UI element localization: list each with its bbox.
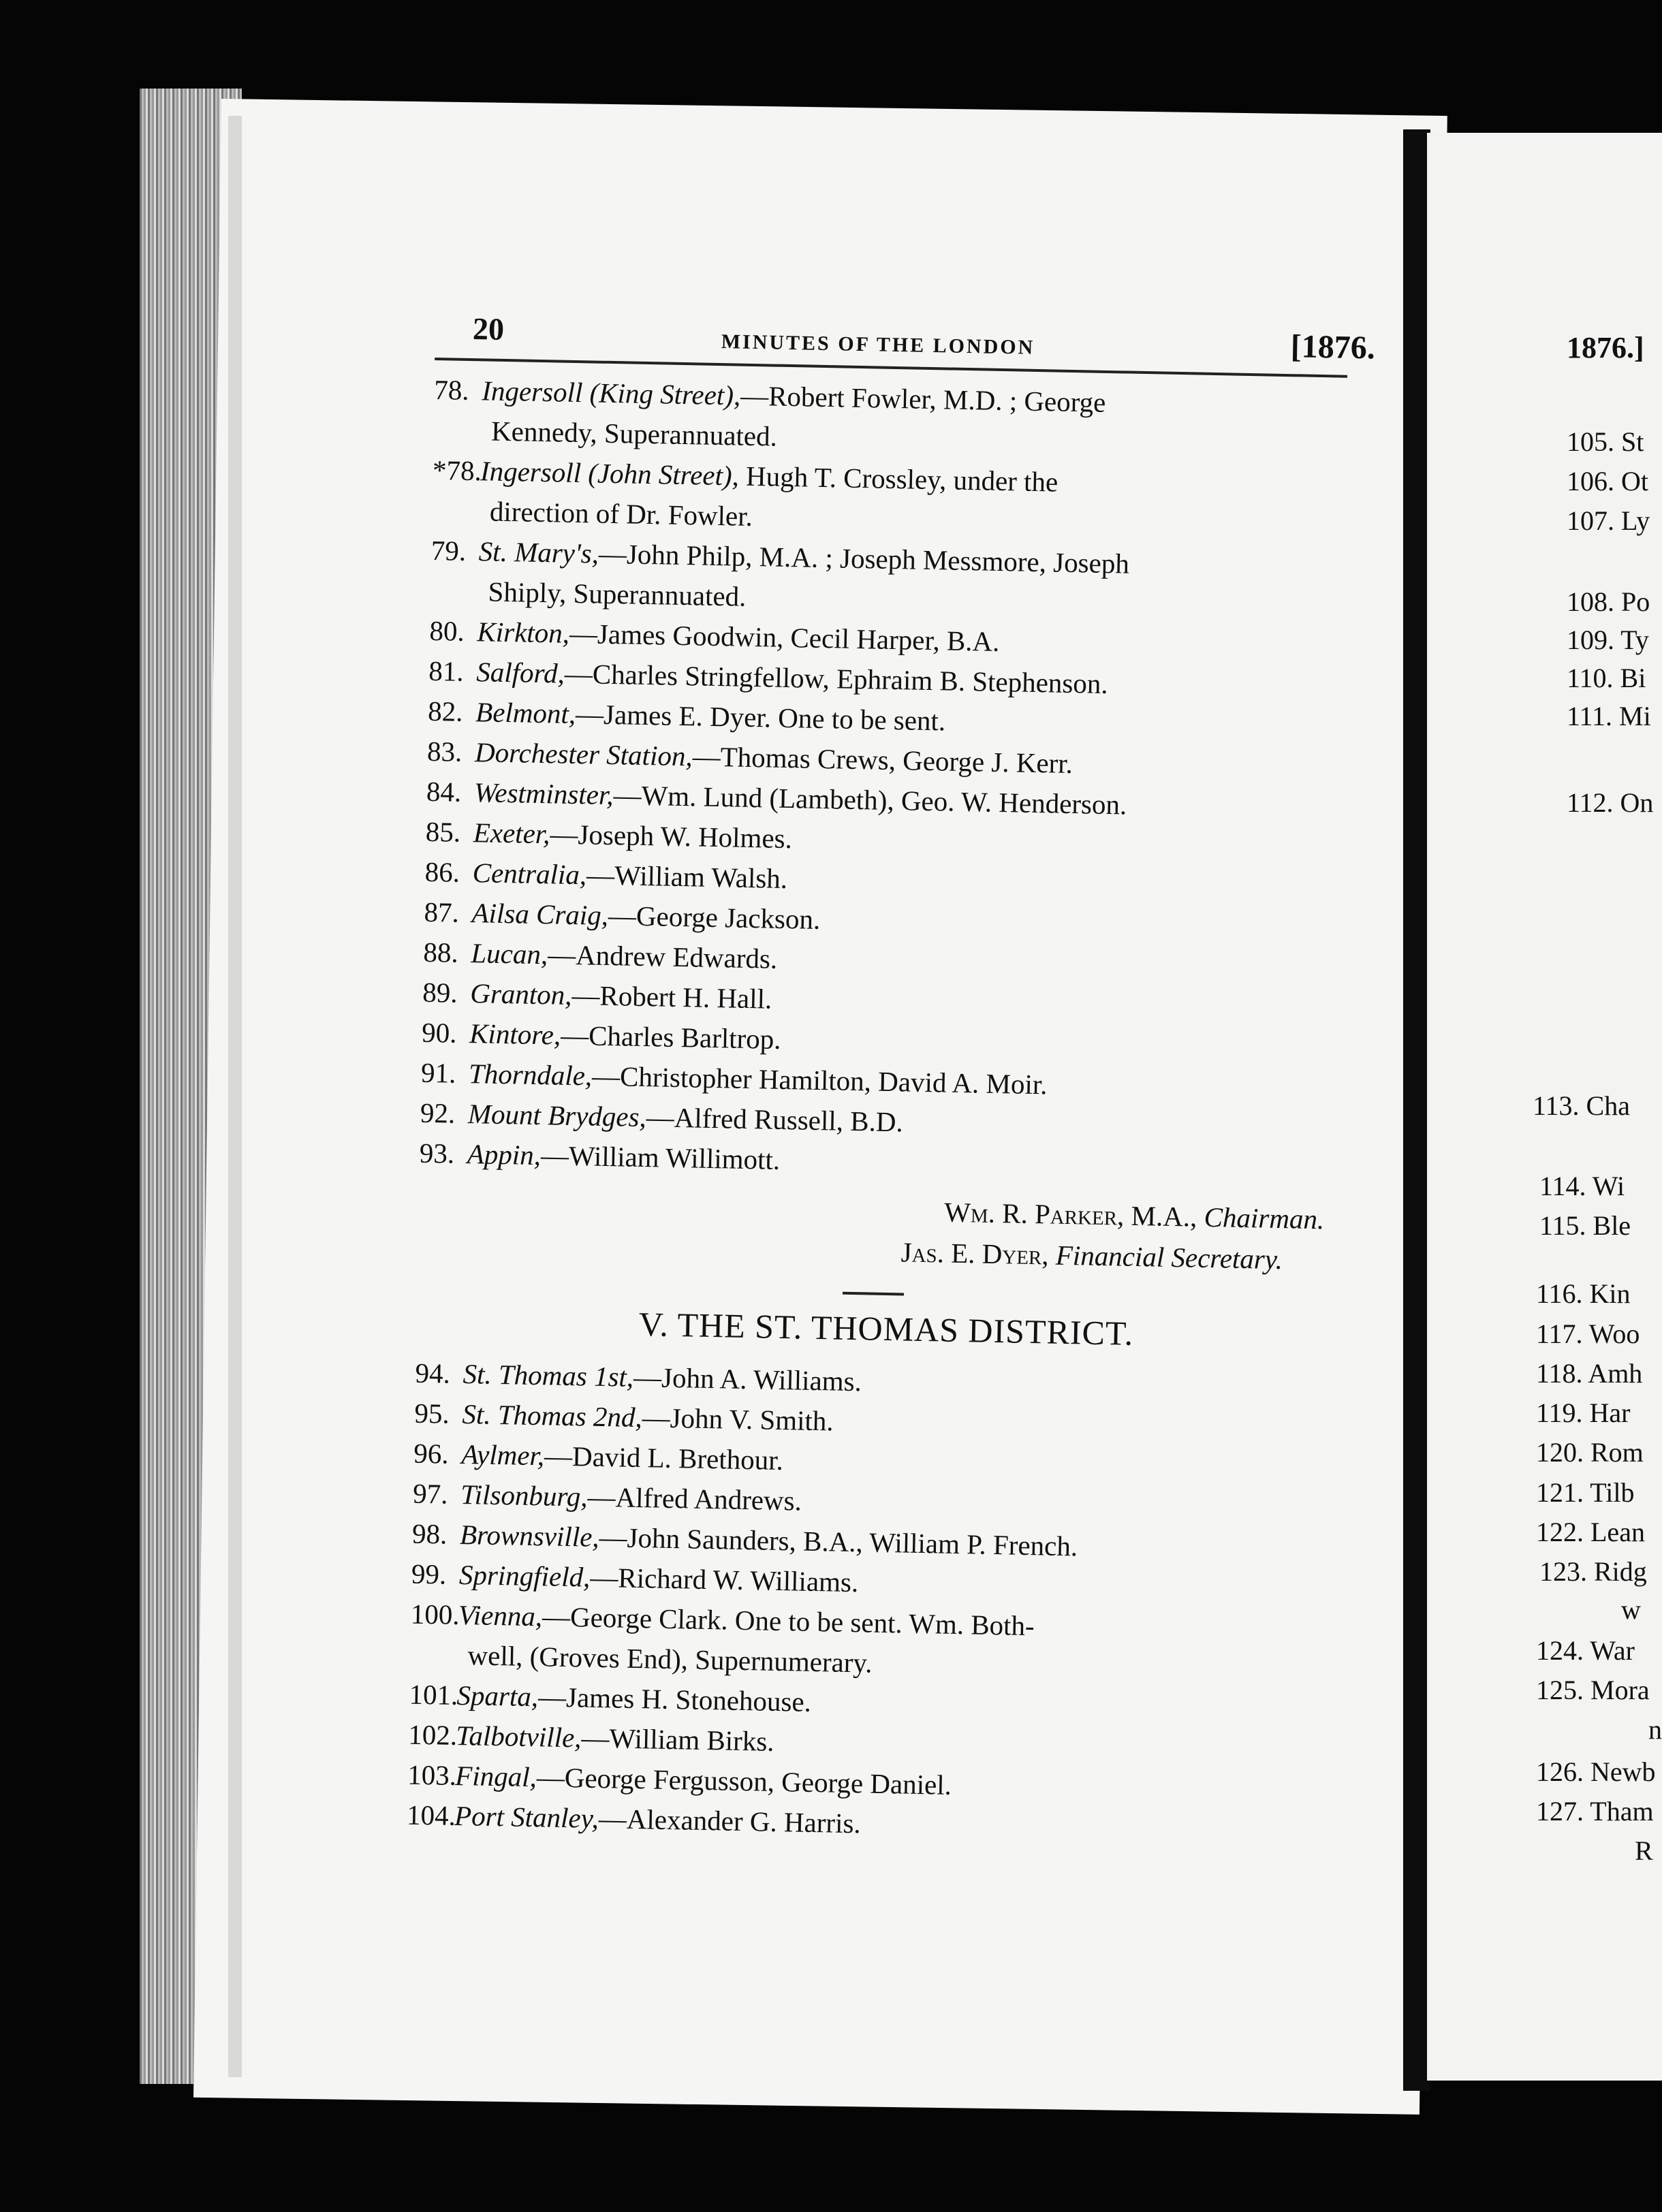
preacher-names: —James H. Stonehouse. bbox=[537, 1681, 812, 1718]
entry-number: 86. bbox=[424, 855, 460, 888]
entry-number: 78. bbox=[433, 373, 470, 406]
entry-number: 94. bbox=[415, 1357, 451, 1389]
station-name: Tilsonburg, bbox=[460, 1479, 589, 1513]
right-page-fragment: 106. Ot bbox=[1567, 466, 1648, 496]
right-page-fragment: 125. Mora bbox=[1536, 1675, 1650, 1705]
station-name: Exeter, bbox=[473, 817, 551, 850]
running-title: MINUTES OF THE LONDON bbox=[721, 330, 1035, 359]
station-name: Brownsville, bbox=[459, 1519, 600, 1553]
entry-number: *78. bbox=[432, 454, 482, 487]
station-list-london bbox=[419, 370, 1347, 1191]
right-page-fragment: 122. Lean bbox=[1536, 1517, 1645, 1547]
right-page-fragment: 117. Woo bbox=[1536, 1318, 1640, 1349]
page-edge bbox=[228, 116, 242, 2077]
preacher-names: —Alfred Andrews. bbox=[587, 1481, 802, 1517]
station-name: Ailsa Craig, bbox=[471, 897, 609, 932]
preacher-names: —Alexander G. Harris. bbox=[598, 1803, 862, 1839]
page-year: [1876. bbox=[1290, 328, 1376, 366]
entry-number: 84. bbox=[426, 775, 462, 808]
station-name: Salford, bbox=[475, 656, 565, 689]
preacher-names: —Robert H. Hall. bbox=[571, 979, 772, 1015]
station-name: Aylmer, bbox=[460, 1438, 545, 1472]
preacher-names: —William Walsh. bbox=[586, 859, 788, 895]
left-page-content bbox=[406, 296, 1376, 1852]
station-name: Fingal, bbox=[454, 1759, 537, 1793]
page-number: 20 bbox=[472, 311, 505, 347]
right-page-fragment: 126. Newb bbox=[1536, 1756, 1656, 1787]
preacher-names: —William Birks. bbox=[581, 1722, 775, 1757]
right-page-fragment: 123. Ridg bbox=[1539, 1556, 1647, 1587]
station-name: Ingersoll (King Street), bbox=[481, 375, 741, 411]
chairman-signature: Wm. R. Parker, M.A., Chairman. bbox=[943, 1196, 1325, 1235]
right-page-fragment: 109. Ty bbox=[1567, 625, 1649, 655]
entry-number: 88. bbox=[423, 936, 459, 968]
preacher-names: —Thomas Crews, George J. Kerr. bbox=[692, 740, 1073, 780]
right-page-fragment: w bbox=[1621, 1594, 1641, 1625]
preacher-names: —James Goodwin, Cecil Harper, B.A. bbox=[569, 617, 1000, 657]
entry-number: 97. bbox=[412, 1477, 448, 1510]
station-name: Port Stanley, bbox=[454, 1799, 599, 1834]
station-name: Kirkton, bbox=[477, 616, 570, 649]
right-page-fragment: R bbox=[1635, 1835, 1653, 1866]
right-page-fragment: 115. Ble bbox=[1539, 1210, 1631, 1241]
preacher-names: —Charles Stringfellow, Ephraim B. Stephenson. bbox=[564, 657, 1109, 700]
station-name: Dorchester Station, bbox=[474, 736, 693, 772]
right-page-fragment: n bbox=[1648, 1714, 1662, 1745]
right-page-fragment: 114. Wi bbox=[1539, 1171, 1625, 1201]
right-page-fragment: 108. Po bbox=[1567, 586, 1650, 617]
preacher-names: —Robert Fowler, M.D. ; George bbox=[740, 379, 1106, 418]
preacher-names: —John Saunders, B.A., William P. French. bbox=[599, 1521, 1078, 1562]
station-name: St. Thomas 2nd, bbox=[462, 1398, 643, 1434]
entry-number: 83. bbox=[426, 735, 462, 768]
entry-number: 93. bbox=[419, 1137, 455, 1169]
preacher-names: —George Fergusson, George Daniel. bbox=[536, 1761, 952, 1801]
preacher-names: —George Jackson. bbox=[608, 900, 821, 935]
station-name: Thorndale, bbox=[468, 1058, 593, 1092]
preacher-names: —John Philp, M.A. ; Joseph Messmore, Joseph bbox=[598, 537, 1130, 580]
right-page-fragment: 116. Kin bbox=[1536, 1278, 1631, 1309]
entry-number: 80. bbox=[429, 614, 465, 647]
right-page-fragment: 107. Ly bbox=[1567, 505, 1650, 536]
station-name: Talbotville, bbox=[456, 1719, 582, 1754]
entry-continuation: Shiply, Superannuated. bbox=[488, 575, 747, 612]
preacher-names: —William Willimott. bbox=[540, 1139, 781, 1175]
station-name: St. Mary's, bbox=[478, 535, 599, 569]
preacher-names: —Joseph W. Holmes. bbox=[550, 818, 793, 855]
preacher-names: —Charles Barltrop. bbox=[560, 1019, 781, 1055]
station-name: Lucan, bbox=[471, 937, 548, 970]
preacher-names: —John V. Smith. bbox=[642, 1402, 834, 1437]
right-page-fragment: 111. Mi bbox=[1567, 701, 1651, 731]
station-list-st-thomas bbox=[407, 1353, 1328, 1853]
preacher-names: —James E. Dyer. One to be sent. bbox=[575, 698, 946, 737]
entry-number: 95. bbox=[414, 1397, 450, 1429]
entry-number: 102. bbox=[408, 1718, 458, 1751]
station-name: Vienna, bbox=[458, 1598, 543, 1632]
preacher-names: —John A. Williams. bbox=[633, 1361, 862, 1397]
preacher-names: —Alfred Russell, B.D. bbox=[646, 1101, 904, 1138]
entry-number: 85. bbox=[425, 815, 461, 848]
preacher-names: Hugh T. Crossley, under the bbox=[738, 460, 1059, 498]
entry-number: 81. bbox=[428, 654, 465, 687]
preacher-names: —Richard W. Williams. bbox=[589, 1561, 859, 1598]
right-page-fragment: 113. Cha bbox=[1533, 1090, 1630, 1121]
entry-number: 92. bbox=[420, 1096, 456, 1129]
entry-number: 89. bbox=[422, 976, 458, 1009]
preacher-names: —Andrew Edwards. bbox=[547, 938, 778, 975]
entry-number: 98. bbox=[411, 1517, 448, 1550]
entry-number: 103. bbox=[407, 1758, 457, 1791]
right-page-fragment: 127. Tham bbox=[1536, 1796, 1654, 1827]
station-name: Belmont, bbox=[475, 696, 576, 730]
station-name: Mount Brydges, bbox=[467, 1098, 647, 1133]
right-page-fragment: 124. War bbox=[1536, 1635, 1635, 1666]
right-page-fragment: 119. Har bbox=[1536, 1397, 1631, 1428]
entry-continuation: well, (Groves End), Supernumerary. bbox=[467, 1639, 873, 1679]
entry-number: 91. bbox=[420, 1056, 456, 1089]
entry-number: 90. bbox=[421, 1016, 457, 1049]
station-name: Kintore, bbox=[469, 1017, 561, 1051]
station-name: Westminster, bbox=[473, 776, 614, 811]
entry-number: 100. bbox=[410, 1598, 460, 1631]
district-heading: V. THE ST. THOMAS DISTRICT. bbox=[638, 1304, 1134, 1353]
station-name: St. Thomas 1st, bbox=[462, 1358, 634, 1393]
secretary-signature: Jas. E. Dyer, Financial Secretary. bbox=[900, 1236, 1283, 1276]
right-page-fragment: 121. Tilb bbox=[1536, 1477, 1635, 1508]
entry-number: 79. bbox=[430, 534, 467, 567]
entry-number: 96. bbox=[413, 1437, 450, 1470]
right-page-fragment: 110. Bi bbox=[1567, 663, 1646, 693]
preacher-names: —Wm. Lund (Lambeth), Geo. W. Henderson. bbox=[613, 779, 1127, 821]
right-page-fragment: 118. Amh bbox=[1536, 1358, 1643, 1389]
right-page-fragment: 120. Rom bbox=[1536, 1437, 1644, 1468]
entry-continuation: direction of Dr. Fowler. bbox=[489, 495, 753, 532]
right-page-fragment: 112. On bbox=[1567, 787, 1654, 818]
station-name: Ingersoll (John Street), bbox=[480, 455, 740, 492]
preacher-names: —Christopher Hamilton, David A. Moir. bbox=[591, 1060, 1048, 1101]
station-name: Appin, bbox=[467, 1138, 542, 1171]
station-name: Sparta, bbox=[456, 1679, 539, 1713]
entry-number: 104. bbox=[406, 1799, 456, 1831]
entry-number: 101. bbox=[409, 1678, 458, 1711]
station-name: Centralia, bbox=[472, 857, 587, 891]
right-page-year: 1876.] bbox=[1567, 331, 1644, 364]
preacher-names: —David L. Brethour. bbox=[544, 1440, 784, 1476]
station-name: Springfield, bbox=[458, 1559, 591, 1593]
station-name: Granton, bbox=[469, 977, 573, 1011]
right-page-fragment: 105. St bbox=[1567, 426, 1644, 457]
section-divider bbox=[843, 1292, 904, 1296]
entry-number: 99. bbox=[411, 1558, 447, 1590]
entry-continuation: Kennedy, Superannuated. bbox=[490, 415, 778, 452]
entry-number: 82. bbox=[427, 695, 463, 727]
entry-number: 87. bbox=[424, 896, 460, 928]
book-gutter bbox=[1403, 129, 1430, 2091]
preacher-names: —George Clark. One to be sent. Wm. Both- bbox=[542, 1600, 1035, 1642]
